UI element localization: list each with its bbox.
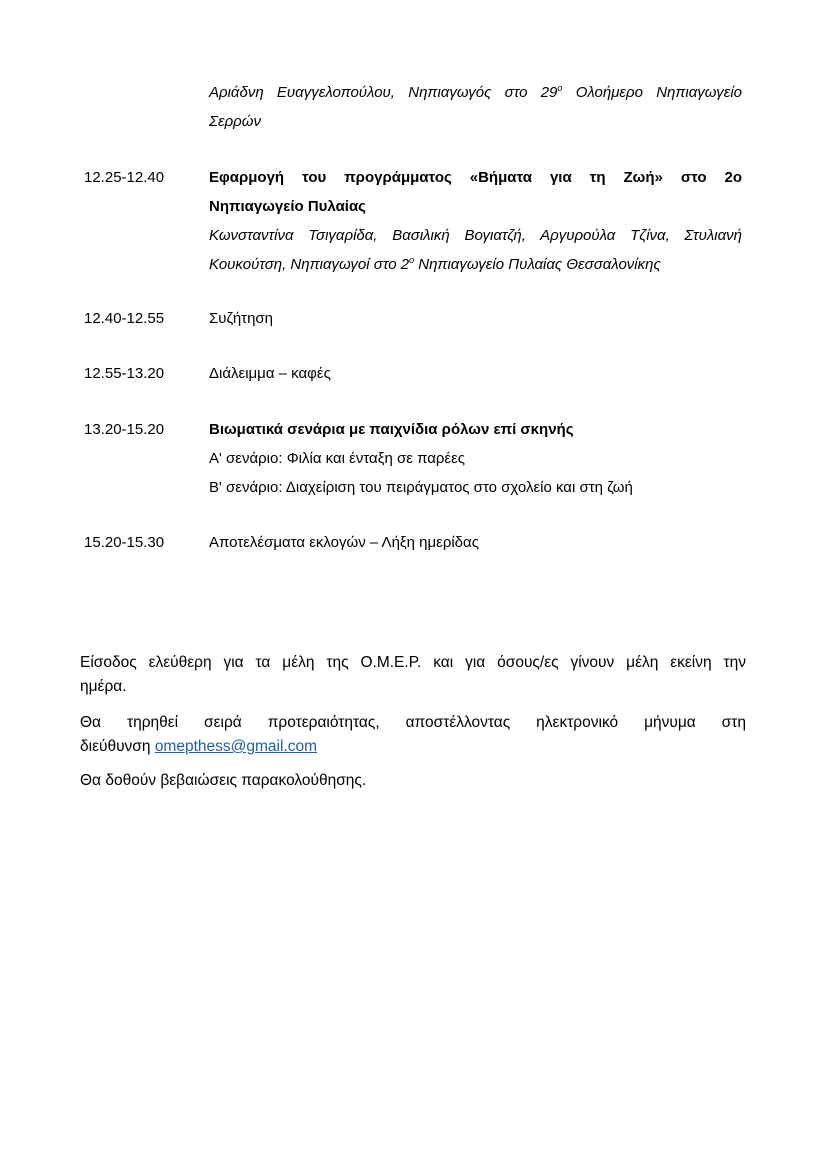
schedule-row bbox=[84, 163, 742, 279]
priority-prefix: διεύθυνση bbox=[80, 738, 155, 755]
scenario-b: Β' σενάριο: Διαχείριση του πειράγματος στο σχολείο και στη ζωή bbox=[209, 479, 633, 496]
priority-note-line-1: Θα τηρηθεί σειρά προτεραιότητας, αποστέλλοντας ηλεκτρονικό μήνυμα στη bbox=[80, 714, 746, 731]
priority-note bbox=[80, 711, 746, 759]
entry-note-line-2: ημέρα. bbox=[80, 678, 127, 695]
schedule-time: 12.55-13.20 bbox=[84, 365, 165, 382]
schedule-row bbox=[84, 528, 742, 557]
schedule-time: 13.20-15.20 bbox=[84, 421, 165, 438]
priority-note-line-2 bbox=[80, 735, 746, 759]
certificates-text: Θα δοθούν βεβαιώσεις παρακολούθησης. bbox=[80, 772, 367, 789]
session-title-line-2: Νηπιαγωγείο Πυλαίας bbox=[209, 198, 366, 215]
certificates-note bbox=[80, 769, 746, 793]
entry-note-line-1: Είσοδος ελεύθερη για τα μέλη της Ο.Μ.Ε.Ρ. και για όσους/ες γίνουν μέλη εκείνη την bbox=[80, 654, 746, 671]
previous-item-authors bbox=[209, 78, 742, 136]
session-text: Αποτελέσματα εκλογών – Λήξη ημερίδας bbox=[209, 534, 479, 551]
schedule-time: 15.20-15.30 bbox=[84, 534, 165, 551]
entry-note bbox=[80, 651, 746, 699]
schedule-row bbox=[84, 415, 742, 502]
schedule-row bbox=[84, 304, 742, 333]
session-text: Διάλειμμα – καφές bbox=[209, 365, 331, 382]
email-link[interactable]: omepthess@gmail.com bbox=[154, 738, 317, 755]
session-authors-line-1: Κωνσταντίνα Τσιγαρίδα, Βασιλική Βογιατζή, Αργυρούλα Τζίνα, Στυλιανή bbox=[209, 227, 742, 244]
session-authors-line-2: Κουκούτση, Νηπιαγωγοί στο $2^o$ Νηπιαγωγείο Πυλαίας Θεσσαλονίκης bbox=[209, 255, 661, 273]
previous-authors-line-2: Σερρών bbox=[209, 113, 261, 130]
schedule-row bbox=[84, 359, 742, 388]
schedule-time: 12.25-12.40 bbox=[84, 169, 165, 186]
session-title-line-1: Εφαρμογή του προγράμματος «Βήματα για τη Ζωή» στο 2ο bbox=[209, 169, 742, 186]
schedule-time: 12.40-12.55 bbox=[84, 310, 165, 327]
session-text: Συζήτηση bbox=[209, 310, 274, 327]
scenario-a: Α' σενάριο: Φιλία και ένταξη σε παρέες bbox=[209, 450, 466, 467]
previous-authors-line-1: Αριάδνη Ευαγγελοπούλου, Νηπιαγωγός στο $29^o$ Ολοήμερο Νηπιαγωγείο bbox=[209, 83, 742, 101]
session-title: Βιωματικά σενάρια με παιχνίδια ρόλων επί σκηνής bbox=[209, 421, 574, 438]
